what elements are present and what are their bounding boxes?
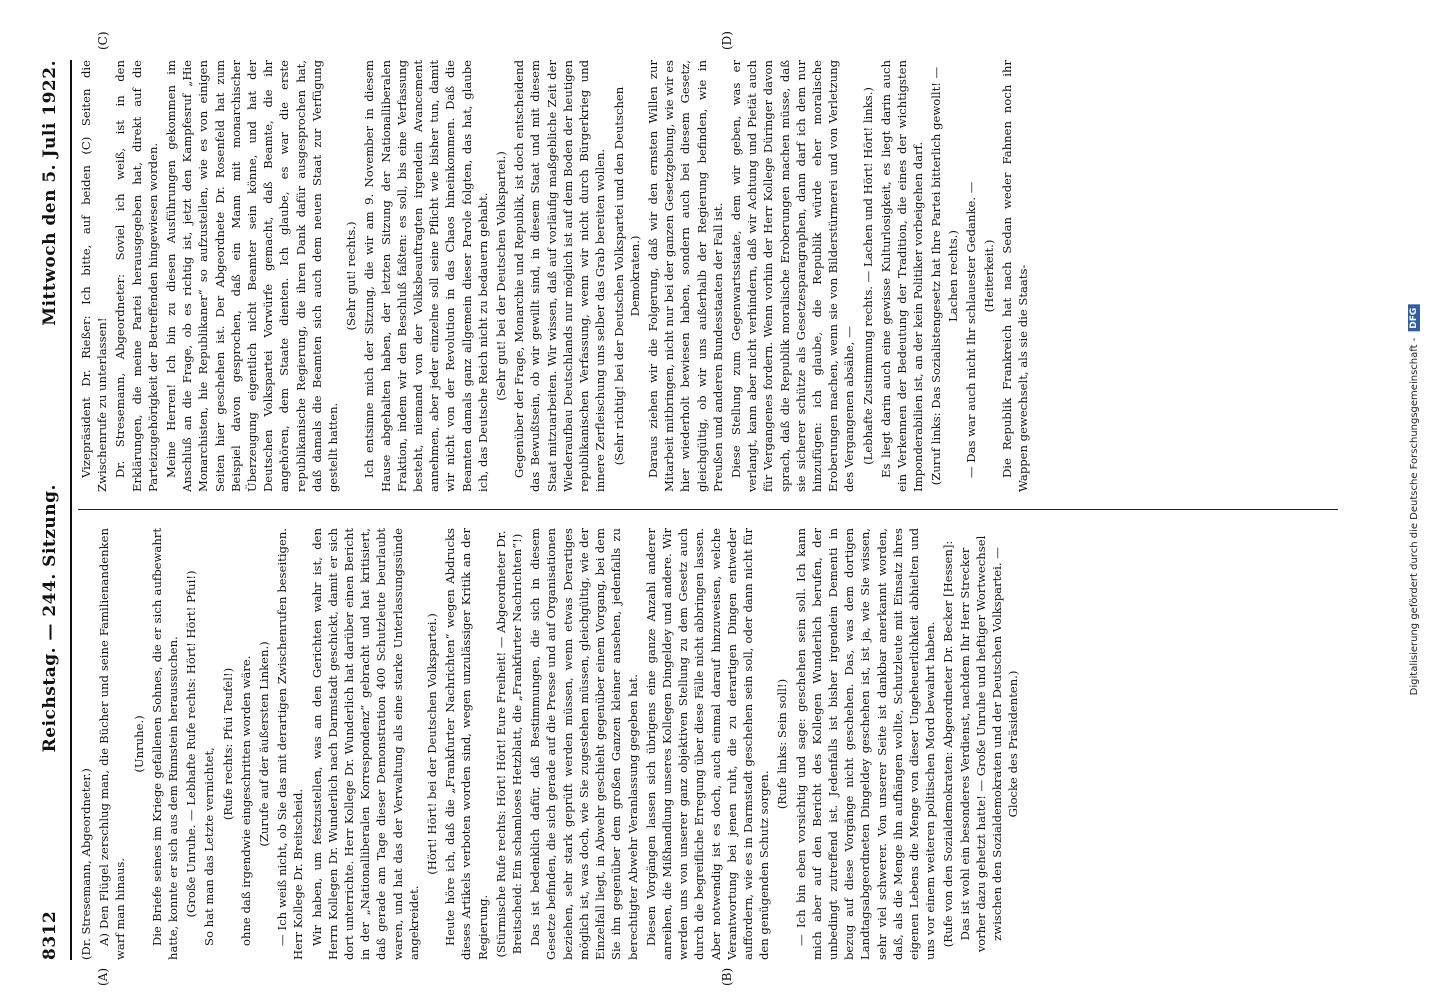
right-paragraph: Meine Herren! Ich bin zu diesen Ausführungen gekommen im Anschluß an die Frage, ob es richtig ist, jetzt den Kampfesruf „Hie Monarchisten, hie Republikaner“ so aufzustellen, wie es von einigen Seiten hier geschehen ist. Der Abgeordnete Dr. Rosenfeld hat zum Beispiel davon gesprochen, daß ein Mann mit monarchischer Überzeugung eigentlich nicht Beamter sein könne, und hat der Deutschen Volkspartei Vorwürfe gemacht, daß Beamte, die ihr angehören, dem Staate dienten. Ich glaube, es war die erste republikanische Regierung, die ihren Dank dafür ausgesprochen hat, daß damals die Beamten sich auch dem neuen Staat zur Verfügung gestellt hatten.	[164, 60, 341, 492]
right-paragraph: — Das war auch nicht Ihr schlauester Gedanke. —	[963, 181, 978, 478]
left-paragraph: Wir haben, um festzustellen, was an den Gerichten wahr ist, den Herrn Kollegen Dr. Wunderlich nach Darmstadt geschickt, damit er sich dort unterrichte. Herr Kollege Dr. Wunderlich hat darüber einen Bericht in der „Nationalliberalen Korrespondenz“ gebracht und hat kritisiert, daß gerade am Tage dieser Demonstration 400 Schutzleute beurlaubt waren, und hat das der Verwaltung als eine starke Unterlassungssünde angekreidet.	[309, 528, 421, 960]
header-title-right: Mittwoch den 5. Juli 1922.	[40, 60, 60, 326]
left-paragraph: (Dr. Stresemann, Abgeordneter.)	[79, 768, 93, 960]
left-paragraph: Das ist bedenklich dafür, daß Bestimmungen, die sich in diesem Gesetze befinden, die sich gerade auf die Presse und auf Organisationen beziehen, sehr stark geprüft werden müssen, wenn etwas Derartiges möglich ist, was doch, wie Sie zugestehen müssen, gleichgültig, wie der Einzelfall liegt, in Abwehr geschieht gegenüber einem Vorgang, bei dem Sie ihn gegenüber dem großen Ganzen kleiner ansehen, jedenfalls zu berechtigter Abwehr Veranlassung gegeben hat.	[528, 528, 640, 960]
margin-letter-b: (B)	[720, 967, 734, 986]
right-paragraph: (Zuruf links: Das Sozialistengesetz hat Ihre Partei bitterlich gewollt! — Lachen rechts.)	[929, 66, 960, 486]
right-paragraph: (Heiterkeit.)	[981, 239, 996, 313]
left-column	[78, 528, 1338, 960]
right-paragraph: Daraus ziehen wir die Folgerung, daß wir den ernsten Willen zur Mitarbeit mitbringen, nicht nur bei der ganzen Gesetzgebung, wie wir es hier wiederholt bewiesen haben, sondern auch bei diesem Gesetz, gleichgültig, ob wir uns außerhalb der Regierung befinden, wie in Preußen und anderen Bundesstaaten der Fall ist.	[645, 60, 725, 492]
right-paragraph: Ich entsinne mich der Sitzung, die wir am 9. November in diesem Hause abgehalten haben, der letzten Sitzung der Nationalliberalen Fraktion, indem wir den Beschluß faßten: es soll, bis eine Verfassung besteht, niemand von der Volksbeauftragten irgendein Avancement annehmen, aber jeder einzelne soll seine Pflicht wie bisher tun, damit wir nicht von der Revolution in das Chaos hineinkommen. Daß die Beamten damals ganz allgemein dieser Parole folgten, das hat, glaube ich, das Deutsche Reich nicht zu bedauern gehabt.	[362, 60, 490, 492]
left-paragraph: (Hört! Hört! bei der Deutschen Volkspartei.)	[425, 613, 440, 875]
right-paragraph: (Sehr richtig! bei der Deutschen Volkspartei und den Deutschen Demokraten.)	[611, 86, 642, 466]
left-paragraph: (Rufe rechts: Pfui Teufel!)	[220, 667, 235, 821]
margin-letter-a: (A)	[96, 967, 110, 986]
left-paragraph: So hat man das Letzte vernichtet,	[202, 747, 217, 946]
dfg-logo-icon: DFG	[1408, 305, 1420, 332]
column-divider	[78, 509, 1338, 510]
right-paragraph: Vizepräsident Dr. Rießer: Ich bitte, auf beiden (C) Seiten die Zwischenrufe zu unterlassen!	[79, 60, 110, 492]
right-paragraph: Dr. Stresemann, Abgeordneter: Soviel ich weiß, ist in den Erklärungen, die meine Partei herausgegeben hat, direkt auf die Parteizugehörigkeit der Betreffenden hingewiesen worden.	[113, 60, 160, 492]
credit-text: Digitalisierung gefördert durch die Deutsche Forschungsgemeinschaft -	[1408, 337, 1420, 696]
page-number: 8312	[40, 910, 60, 960]
left-paragraph: — Ich weiß nicht, ob Sie das mit derartigen Zwischenrufen beseitigen. Herr Kollege Dr. Breitscheid.	[275, 528, 306, 960]
left-paragraph: (Zurufe auf der äußersten Linken.)	[257, 641, 272, 847]
margin-letter-d: (D)	[720, 31, 734, 50]
right-paragraph: Gegenüber der Frage, Monarchie und Republik, ist doch entscheidend das Bewußtsein, ob wir gewillt sind, in diesem Staat und mit diesem Staat mitzuarbeiten. Wir wissen, daß auf vorläufig maßgebliche Zeit der Wiederaufbau Deutschlands nur möglich ist auf dem Boden der heutigen republikanischen Verfassung, wenn wir nicht durch Bürgerkrieg und innere Zerfleischung uns selber das Grab bereiten wollen.	[512, 60, 608, 492]
right-paragraph: Es liegt darin auch eine gewisse Kulturlosigkeit, es liegt darin auch ein Verkennen der Bedeutung der Tradition, die eines der wichtigsten Imponderabilien ist, an der kein Politiker vorbeigehen darf.	[878, 60, 926, 492]
digitization-credit	[1408, 305, 1420, 696]
right-paragraph: Diese Stellung zum Gegenwartsstaate, dem wir geben, was er verlangt, kann aber nicht verhindern, daß wir Achtung und Pietät auch für Vergangenes fordern. Wenn vorhin der Herr Kollege Düringer davon sprach, daß die Republik moralische Eroberungen machen müsse, daß sie sicherer schütze als Gesetzesparagraphen, dann darf ich dem nur hinzufügen: ich glaube, die Republik würde eher moralische Eroberungen machen, wenn sie von Bilderstürmerei und von Verletzung des Vergangenen absähe, —	[728, 60, 857, 492]
margin-letter-c: (C)	[96, 31, 110, 50]
right-paragraph: (Sehr gut! rechts.)	[344, 221, 359, 331]
left-paragraph: (Stürmische Rufe rechts: Hört! Hört! Eure Freiheit! — Abgeordneter Dr. Breitscheid: Ein schamloses Hetzblatt, die „Frankfurter Nachrichten“!)	[493, 530, 525, 958]
page-header	[40, 60, 72, 960]
left-paragraph: (Unruhe.)	[131, 715, 146, 773]
left-paragraph: Heute höre ich, daß die „Frankfurter Nachrichten“ wegen Abdrucks dieses Artikels verboten worden sind, wegen unzulässiger Kritik an der Regierung.	[443, 528, 490, 960]
left-paragraph: — Ich bin eben vorsichtig und sage: geschehen sein soll. Ich kann mich aber auf den Bericht des Kollegen Wunderlich berufen, der unbedingt zutreffend ist. Jedenfalls ist bisher irgendein Dementi in bezug auf diese Vorgänge nicht geschehen. Das, was dem dortigen Landtagsabgeordneten Dingeldey geschehen ist, ist ja, wie Sie wissen, sehr viel schwerer. Von unserer Seite ist dankbar anerkannt worden, daß, als die Menge ihn aufhängen wollte, Schutzleute mit Einsatz ihres eigenen Lebens die Menge von dieser Ungeheuerlichkeit abhielten und uns vor einem weiteren politischen Mord bewahrt haben.	[793, 528, 938, 960]
left-paragraph: Diesen Vorgängen lassen sich übrigens eine ganze Anzahl anderer anreihen, die Mißhandlung unseres Kollegen Dingeldey und andere. Wir werden uns von unserer ganz objektiven Stellung zu dem Gesetz auch durch die begreifliche Erregung über diese Fälle nicht abbringen lassen. Aber notwendig ist es doch, auch einmal darauf hinzuweisen, welche Verantwortung bei jenen ruht, die zu derartigen Dingen entweder auffordern, wie es in Darmstadt geschehen sein soll, oder dann nicht für den genügenden Schutz sorgen.	[643, 528, 772, 960]
left-paragraph: ohne daß irgendwie eingeschritten worden wäre.	[238, 655, 253, 946]
right-column	[78, 60, 1338, 492]
header-title-left: Reichstag. — 244. Sitzung.	[40, 484, 60, 753]
left-paragraph: (Große Unruhe. — Lebhafte Rufe rechts: Hört! Hört! Pfui!)	[184, 570, 199, 918]
left-paragraph: (Rufe von den Sozialdemokraten: Abgeordneter Dr. Becker [Hessen]: Das ist wohl ein besonderes Verdienst, nachdem Ihr Herr Strecker vorher dazu gehetzt hatte! — Große Unruhe und heftiger Wortwechsel zwischen den Sozialdemokraten und der Deutschen Volkspartei. — Glocke des Präsidenten.)	[941, 535, 1021, 953]
left-paragraph: A) Den Flügel zerschlug man, die Bücher und seine Familienandenken warf man hinaus.	[97, 528, 128, 960]
left-paragraph: Die Briefe seines im Kriege gefallenen Sohnes, die er sich aufbewahrt hatte, konnte er sich aus dem Rinnstein heraussuchen.	[149, 528, 181, 960]
left-paragraph: (Rufe links: Sein soll!)	[775, 678, 790, 810]
right-paragraph: (Sehr gut! bei der Deutschen Volkspartei.)	[494, 151, 509, 401]
right-paragraph: Die Republik Frankreich hat nach Sedan weder Fahnen noch ihr Wappen gewechselt, als sie die Staats-	[1000, 60, 1031, 492]
right-paragraph: (Lebhafte Zustimmung rechts. — Lachen und Hört! Hört! links.)	[860, 87, 875, 465]
